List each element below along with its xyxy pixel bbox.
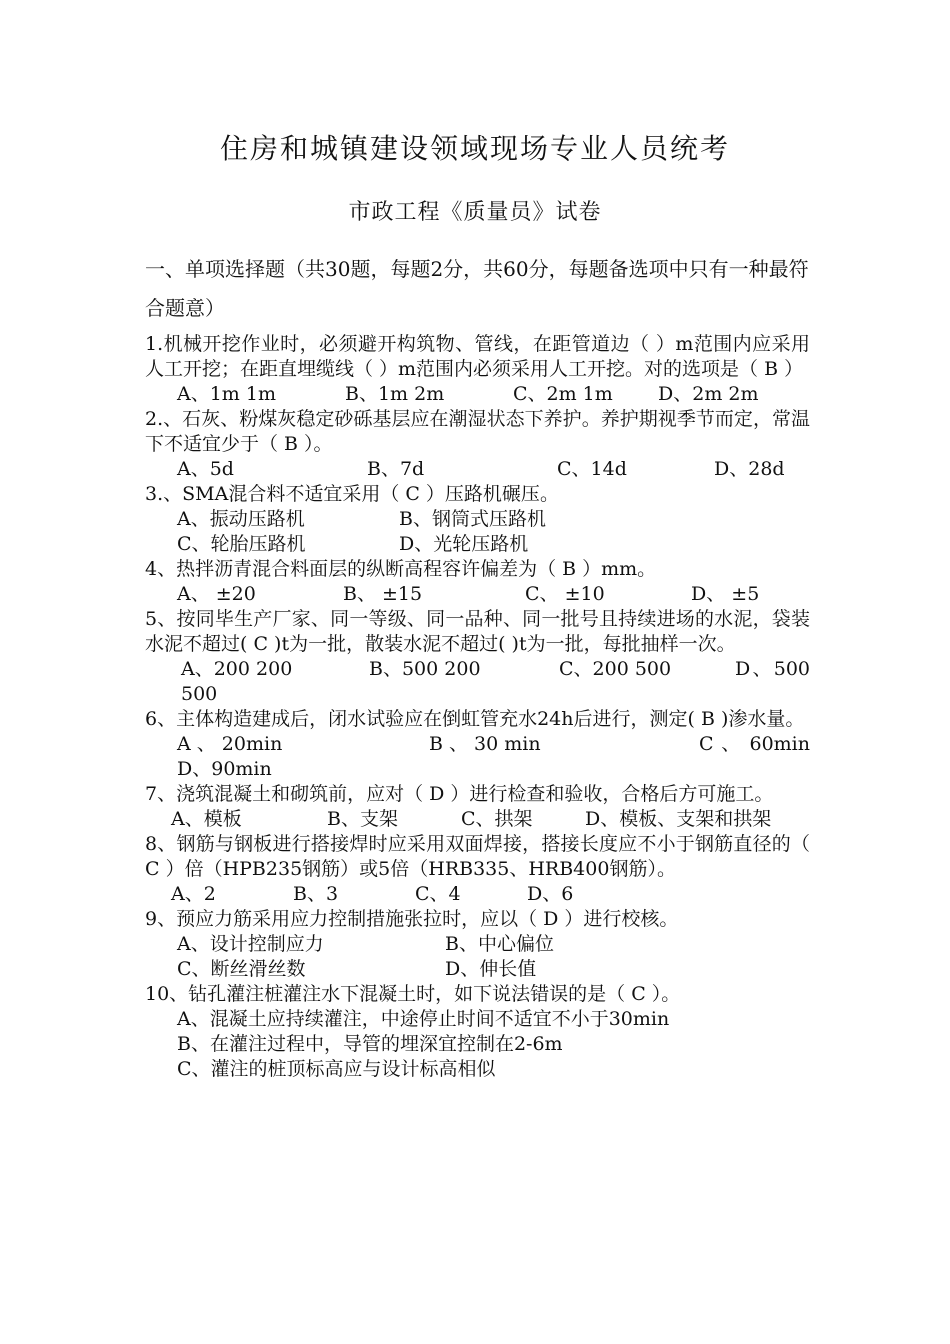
question-options — [171, 807, 810, 832]
option-c: C 、 60min D、90min — [177, 733, 810, 780]
question-options — [177, 382, 810, 407]
option-b: B、500 200 — [369, 658, 481, 680]
question-text: 1.机械开挖作业时，必须避开构筑物、管线，在距管道边（ ）m范围内应采用人工开挖；在距直埋缆线（ ）m范围内必须采用人工开挖。对的选项是（ B ） — [145, 333, 810, 380]
option-a: A、模板 — [171, 808, 242, 830]
option-a: A 、 20min — [177, 733, 283, 755]
option-c: C、轮胎压路机 — [177, 533, 306, 555]
question-7 — [145, 782, 810, 832]
option-d: D、光轮压路机 — [399, 533, 529, 555]
option-c: C、灌注的桩顶标高应与设计标高相似 — [177, 1058, 496, 1080]
option-c: C、200 500 — [559, 658, 672, 680]
question-6 — [145, 707, 810, 782]
question-options — [145, 657, 810, 707]
option-b: B、1m 2m — [345, 383, 445, 405]
option-c: C、14d — [557, 458, 627, 480]
question-10 — [145, 982, 810, 1082]
question-4 — [145, 557, 810, 607]
question-options — [177, 932, 810, 957]
question-options — [177, 507, 810, 532]
option-a: A、200 200 — [181, 658, 293, 680]
question-text: 10、钻孔灌注桩灌注水下混凝土时，如下说法错误的是（ C ）。 — [145, 983, 681, 1005]
option-a: A、5d — [177, 458, 234, 480]
question-2 — [145, 407, 810, 482]
option-a: A、设计控制应力 — [177, 933, 324, 955]
section-heading: 一、单项选择题（共30题，每题2分，共60分，每题备选项中只有一种最符合题意） — [145, 257, 809, 320]
option-c: C、4 — [415, 883, 461, 905]
option-b: B、钢筒式压路机 — [399, 508, 546, 530]
option-b: B 、 30 min — [429, 733, 541, 755]
question-9 — [145, 907, 810, 982]
option-b: B、支架 — [327, 808, 398, 830]
option-d: D、模板、支架和拱架 — [585, 808, 772, 830]
question-5 — [145, 607, 810, 707]
option-a: A、2 — [171, 883, 216, 905]
option-b: B、中心偏位 — [445, 933, 554, 955]
question-text: 3.、SMA混合料不适宜采用（ C ）压路机碾压。 — [145, 483, 559, 505]
option-c: C、2m 1m — [513, 383, 613, 405]
option-c: C、拱架 — [461, 808, 533, 830]
option-a: A、 ±20 — [177, 583, 256, 605]
option-d: D、6 — [527, 883, 574, 905]
question-1 — [145, 332, 810, 407]
question-options — [171, 882, 810, 907]
option-d: D、伸长值 — [445, 958, 537, 980]
question-text: 7、浇筑混凝土和砌筑前，应对（ D ）进行检查和验收，合格后方可施工。 — [145, 783, 774, 805]
question-options — [177, 457, 810, 482]
question-text: 5、按同毕生产厂家、同一等级、同一品种、同一批号且持续进场的水泥，袋装水泥不超过( C )t为一批，散装水泥不超过( )t为一批，每批抽样一次。 — [145, 608, 810, 655]
option-d: D、2m 2m — [658, 383, 759, 405]
option-d: D、28d — [714, 458, 785, 480]
page-subtitle: 市政工程《质量员》试卷 — [348, 200, 602, 225]
option-c: C、 ±10 — [525, 583, 605, 605]
question-options — [177, 582, 810, 607]
option-b: B、3 — [293, 883, 339, 905]
question-options — [177, 957, 810, 982]
question-8 — [145, 832, 810, 907]
question-options — [177, 532, 810, 557]
option-a: A、1m 1m — [177, 383, 276, 405]
question-text: 2.、石灰、粉煤灰稳定砂砾基层应在潮湿状态下养护。养护期视季节而定，常温下不适宜少于（ B ）。 — [145, 408, 810, 455]
option-b: B、 ±15 — [343, 583, 423, 605]
question-text: 4、热拌沥青混合料面层的纵断高程容许偏差为（ B ）mm。 — [145, 558, 657, 580]
question-text: 8、钢筋与钢板进行搭接焊时应采用双面焊接，搭接长度应不小于钢筋直径的（ C ）倍（HPB235钢筋）或5倍（HRB335、HRB400钢筋）。 — [145, 833, 810, 880]
option-b: B、在灌注过程中，导管的埋深宜控制在2-6m — [177, 1033, 563, 1055]
option-d: D、 ±5 — [691, 583, 760, 605]
exam-body — [145, 250, 810, 1082]
page-title: 住房和城镇建设领域现场专业人员统考 — [219, 132, 730, 165]
question-text: 6、主体构造建成后，闭水试验应在倒虹管充水24h后进行，测定( B )渗水量。 — [145, 708, 805, 730]
option-a: A、混凝土应持续灌注，中途停止时间不适宜不小于30min — [177, 1008, 670, 1030]
question-3 — [145, 482, 810, 557]
option-c: C、断丝滑丝数 — [177, 958, 306, 980]
option-a: A、振动压路机 — [177, 508, 305, 530]
question-text: 9、预应力筋采用应力控制措施张拉时，应以（ D ）进行校核。 — [145, 908, 679, 930]
question-options — [145, 732, 810, 782]
option-d: D、500 500 — [181, 658, 810, 705]
option-b: B、7d — [367, 458, 425, 480]
